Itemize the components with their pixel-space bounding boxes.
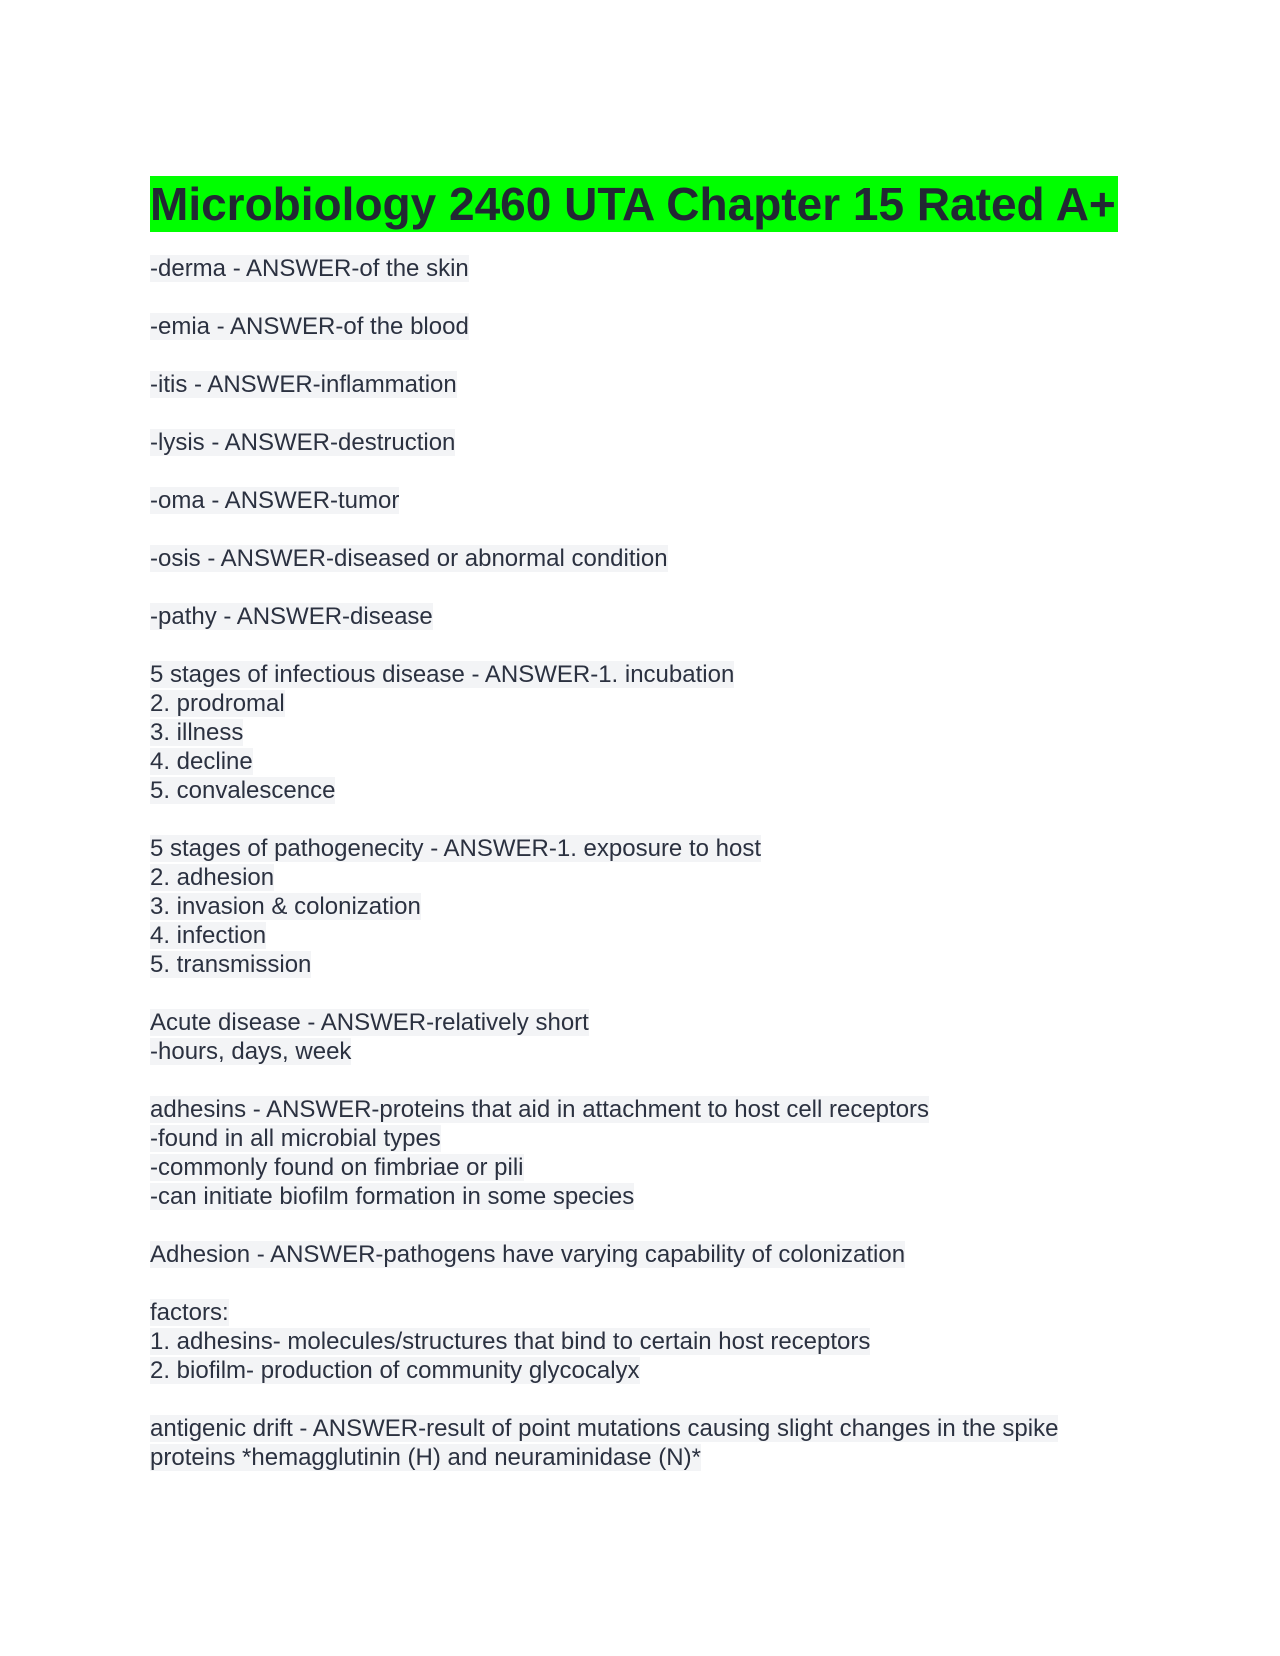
entry-line-text: Adhesion - ANSWER-pathogens have varying capability of colonization [150, 1241, 906, 1268]
entry-line [150, 1182, 1130, 1211]
entry-line [150, 689, 1130, 718]
qa-entry [150, 660, 1130, 805]
entry-line-text: -derma - ANSWER-of the skin [150, 255, 469, 282]
qa-entry [150, 370, 1130, 399]
entry-line [150, 1414, 1130, 1443]
entry-line-text: -pathy - ANSWER-disease [150, 603, 433, 630]
entry-line [150, 602, 1130, 631]
entry-line-text: adhesins - ANSWER-proteins that aid in attachment to host cell receptors [150, 1096, 930, 1123]
qa-entry [150, 254, 1130, 283]
entry-line-text: -can initiate biofilm formation in some species [150, 1183, 635, 1210]
entry-line [150, 921, 1130, 950]
entry-line [150, 718, 1130, 747]
entry-line-text: -osis - ANSWER-diseased or abnormal condition [150, 545, 668, 572]
qa-entry [150, 1008, 1130, 1066]
entry-line [150, 1298, 1130, 1327]
entry-line-text: 2. adhesion [150, 864, 275, 891]
entry-line [150, 544, 1130, 573]
entry-line [150, 312, 1130, 341]
document-page [150, 176, 1130, 1501]
entry-line-text: 3. invasion & colonization [150, 893, 421, 920]
entry-line-text: -found in all microbial types [150, 1125, 441, 1152]
entry-line-text: 1. adhesins- molecules/structures that bind to certain host receptors [150, 1328, 871, 1355]
entry-line [150, 892, 1130, 921]
entry-line [150, 1095, 1130, 1124]
entry-line-text: -emia - ANSWER-of the blood [150, 313, 469, 340]
qa-entry [150, 602, 1130, 631]
entry-line-text: -oma - ANSWER-tumor [150, 487, 400, 514]
entry-line-text: 5 stages of pathogenecity - ANSWER-1. exposure to host [150, 835, 761, 862]
entry-line [150, 747, 1130, 776]
entry-line-text: -lysis - ANSWER-destruction [150, 429, 456, 456]
entry-line [150, 1008, 1130, 1037]
entry-line [150, 1153, 1130, 1182]
qa-entry [150, 544, 1130, 573]
entry-line [150, 486, 1130, 515]
entry-line-text: Acute disease - ANSWER-relatively short [150, 1009, 589, 1036]
entry-line [150, 1327, 1130, 1356]
entry-line [150, 1037, 1130, 1066]
document-title: Microbiology 2460 UTA Chapter 15 Rated A+ [150, 178, 1116, 230]
entry-line [150, 863, 1130, 892]
entry-line [150, 1124, 1130, 1153]
entry-line-text: factors: [150, 1299, 229, 1326]
entry-line [150, 1356, 1130, 1385]
qa-entry [150, 1414, 1130, 1472]
entry-line [150, 1240, 1130, 1269]
qa-entry [150, 1298, 1130, 1385]
qa-entry [150, 312, 1130, 341]
entry-list [150, 254, 1130, 1472]
entry-line [150, 834, 1130, 863]
entry-line-text: 4. infection [150, 922, 267, 949]
entry-line-text: 2. prodromal [150, 690, 285, 717]
entry-line-text: 3. illness [150, 719, 244, 746]
entry-line-text: -hours, days, week [150, 1038, 352, 1065]
entry-line-text: 5 stages of infectious disease - ANSWER-1. incubation [150, 661, 735, 688]
entry-line-text: 5. transmission [150, 951, 312, 978]
entry-line-text: 4. decline [150, 748, 253, 775]
entry-line [150, 428, 1130, 457]
entry-line [150, 776, 1130, 805]
entry-line-text: 5. convalescence [150, 777, 336, 804]
qa-entry [150, 428, 1130, 457]
entry-line [150, 254, 1130, 283]
entry-line [150, 950, 1130, 979]
entry-line [150, 1443, 1130, 1472]
entry-line [150, 660, 1130, 689]
qa-entry [150, 1240, 1130, 1269]
entry-line-text: 2. biofilm- production of community glycocalyx [150, 1357, 640, 1384]
qa-entry [150, 486, 1130, 515]
entry-line-text: -commonly found on fimbriae or pili [150, 1154, 524, 1181]
entry-line-text: proteins *hemagglutinin (H) and neuraminidase (N)* [150, 1444, 701, 1471]
qa-entry [150, 1095, 1130, 1211]
qa-entry [150, 834, 1130, 979]
entry-line-text: antigenic drift - ANSWER-result of point mutations causing slight changes in the spike [150, 1415, 1059, 1442]
entry-line-text: -itis - ANSWER-inflammation [150, 371, 457, 398]
entry-line [150, 370, 1130, 399]
